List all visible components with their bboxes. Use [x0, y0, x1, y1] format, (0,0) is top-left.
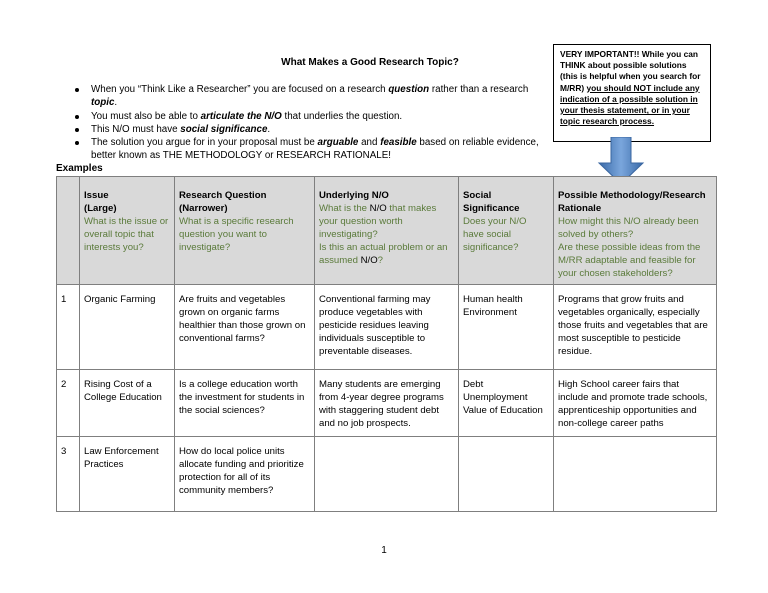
row-number: 2 [57, 370, 80, 437]
significance-cell [459, 437, 554, 512]
significance-cell: Human health Environment [459, 285, 554, 370]
header-research-question: Research Question (Narrower) What is a specific research question you want to investigate? [175, 177, 315, 285]
issue-cell: Rising Cost of a College Education [80, 370, 175, 437]
page-title: What Makes a Good Research Topic? [281, 57, 459, 68]
question-cell: Is a college education worth the investment for students in the social sciences? [175, 370, 315, 437]
method-cell [554, 437, 717, 512]
important-note-box: VERY IMPORTANT!! While you can THINK about possible solutions (this is helpful when you search for M/RR) you should NOT include any indication of a possible solution in your thesis statement, or in your topic research process. [553, 44, 711, 142]
bullet-item: This N/O must have social significance. [73, 123, 551, 136]
issue-cell: Organic Farming [80, 285, 175, 370]
header-social-significance: Social Significance Does your N/O have social significance? [459, 177, 554, 285]
bullet-item: You must also be able to articulate the N/O that underlies the question. [73, 110, 551, 123]
bullet-list [73, 83, 551, 163]
question-cell: Are fruits and vegetables grown on organic farms healthier than those grown on conventional farms? [175, 285, 315, 370]
no-cell: Many students are emerging from 4-year degree programs with staggering student debt and no job prospects. [315, 370, 459, 437]
table-header-row [57, 177, 717, 285]
table-row [57, 285, 717, 370]
no-cell [315, 437, 459, 512]
page-number: 1 [381, 545, 387, 556]
significance-cell: Debt Unemployment Value of Education [459, 370, 554, 437]
bullet-item: When you “Think Like a Researcher” you are focused on a research question rather than a research topic. [73, 83, 551, 110]
row-number: 1 [57, 285, 80, 370]
row-number: 3 [57, 437, 80, 512]
bullet-item: The solution you argue for in your proposal must be arguable and feasible based on reliable evidence, better known as THE METHODOLOGY or RESEARCH RATIONALE! [73, 136, 551, 163]
method-cell: Programs that grow fruits and vegetables organically, especially those fruits and vegetables that are most susceptible to pesticide residue. [554, 285, 717, 370]
examples-table [56, 176, 717, 512]
table-row [57, 370, 717, 437]
table-row [57, 437, 717, 512]
issue-cell: Law Enforcement Practices [80, 437, 175, 512]
question-cell: How do local police units allocate funding and prioritize protection for all of its community members? [175, 437, 315, 512]
method-cell: High School career fairs that include and promote trade schools, apprenticeship opportunities and non-college career paths [554, 370, 717, 437]
header-number [57, 177, 80, 285]
header-underlying-no: Underlying N/O What is the N/O that makes your question worth investigating? Is this an actual problem or an assumed N/O? [315, 177, 459, 285]
header-issue: Issue (Large) What is the issue or overall topic that interests you? [80, 177, 175, 285]
no-cell: Conventional farming may produce vegetables with pesticide residues leaving individuals susceptible to preventable diseases. [315, 285, 459, 370]
header-methodology: Possible Methodology/Research Rationale How might this N/O already been solved by others? Are these possible ideas from the M/RR adaptable and feasible for your chosen stakeholders? [554, 177, 717, 285]
examples-label: Examples [56, 163, 103, 174]
